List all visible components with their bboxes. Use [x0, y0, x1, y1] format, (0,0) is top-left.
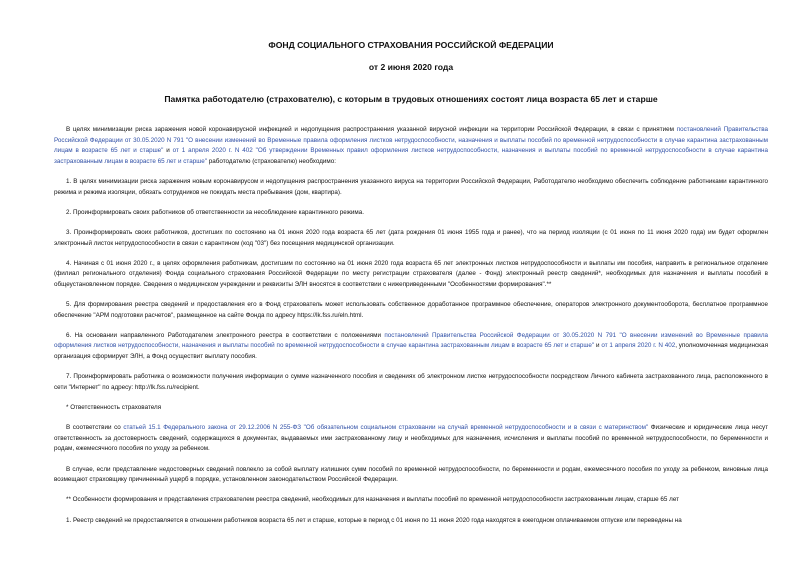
law-255-fz-link[interactable]: статьей 15.1 Федерального закона от 29.12.2006 N 255-ФЗ "Об обязательном социальном страховании на случай временной нетрудоспособности и в связи с материнством" — [123, 424, 649, 432]
item-6-text-3: , уполномоченная медицинская организация сформирует ЭЛН, а Фонд осуществит выплату пособия. — [54, 342, 768, 361]
item-7: 7. Проинформировать работника о возможности получения информации о сумме назначенного пособия и сведениях об электронном листке нетрудоспособности посредством Личного кабинета застрахованного лица, расположенного в сети "Интернет" по адресу: http://lk.fss.ru/recipient. — [54, 373, 768, 391]
responsibility-text-2: Физические и юридические лица несут ответственность за достоверность сведений, содержащихся в документах, выдаваемых ими застрахованному лицу и необходимых для назначения, исчисления и выплаты пособий по временной нетрудоспособности, по беременности и родам, ежемесячного пособия по уходу за ребенком. — [54, 424, 768, 453]
item-6-resolution-791-link[interactable]: постановлений Правительства Российской Федерации от 30.05.2020 N 791 "О внесении изменений во Временные правила оформления листков нетрудоспособности, назначения и выплаты пособий по временной нетрудоспособности в случае карантина застрахованным лицам в возрасте 65 лет и старше" — [54, 331, 768, 350]
intro-paragraph — [54, 125, 768, 167]
intro-text-2: и — [163, 147, 173, 155]
memo-title: Памятка работодателю (страхователю), с которым в трудовых отношениях состоят лица возраста 65 лет и старше — [164, 94, 658, 104]
item-1: 1. В целях минимизации риска заражения новым коронавирусом и недопущения распространения указанного вируса на территории Российской Федерации, Работодателю необходимо обеспечить соблюдение работниками карантинного режима и режима изоляции, обязать сотрудников не покидать места пребывания (дом, квартира). — [54, 177, 768, 196]
item-6 — [54, 331, 768, 363]
item-3: 3. Проинформировать своих работников, достигших по состоянию на 01 июня 2020 года возраста 65 лет (дата рождения 01 июня 1955 года и ранее), что на период изоляции (с 01 июня по 11 июня 2020 года) им будет оформлен электронный листок нетрудоспособности в связи с карантином (код "03") без посещения медицинской организации. — [54, 228, 768, 247]
item-5: 5. Для формирования реестра сведений и предоставления его в Фонд страхователь может использовать собственное доработанное программное обеспечение, операторов электронного документооборота, бесплатное программное обеспечение "АРМ подготовки расчетов", размещенное на сайте Фонда по адресу https://lk.fss.ru/eln.html. — [54, 301, 768, 319]
item-2: 2. Проинформировать своих работников об ответственности за несоблюдение карантинного режима. — [66, 208, 365, 216]
intro-text-1: В целях минимизации риска заражения новой коронавирусной инфекцией и недопущения распространения указанной вирусной инфекции на территории Российской Федерации, в связи с принятием — [66, 126, 677, 133]
item-4: 4. Начиная с 01 июня 2020 г., в целях оформления работникам, достигшим по состоянию на 01 июня 2020 года возраста 65 лет электронных листков нетрудоспособности и выплаты им пособия, направить в региональное отделение (филиал регионального отделения) Фонда социального страхования Российской Федерации по месту регистрации страхователя (далее - Фонд) электронный реестр сведений*, необходимых для назначения и выплаты пособий в общеустановленном порядке. Сведения о медицинском учреждении и реквизиты ЭЛН вносятся в соответствии с нижеприведенными "Особенностями формирования".** — [54, 259, 768, 288]
item-6-resolution-402-link[interactable]: от 1 апреля 2020 г. N 402 — [601, 342, 676, 350]
footnote-formation-heading: ** Особенности формирования и представления страхователем реестра сведений, необходимых для назначения и выплаты пособий по временной нетрудоспособности застрахованным лицам, старше 65 лет — [66, 496, 680, 504]
item-6-text-1: 6. На основании направленного Работодателем электронного реестра в соответствии с положениями — [66, 331, 385, 339]
document-page — [54, 40, 768, 530]
footnote-responsibility-heading: * Ответственность страхователя — [66, 404, 162, 412]
liability-paragraph: В случае, если представление недостоверных сведений повлекло за собой выплату излишних сумм пособий по временной нетрудоспособности, по беременности и родам, ежемесячного пособия по уходу за ребенком, виновные лица возмещают страховщику причиненный ущерб в порядке, установленном законодательством Российской Федерации. — [54, 465, 768, 484]
resolution-791-link[interactable]: постановлений Правительства Российской Федерации от 30.05.2020 N 791 "О внесении изменений во Временные правила оформления листков нетрудоспособности, назначения и выплаты пособий по временной нетрудоспособности в случае карантина застрахованным лицам в возрасте 65 лет и старше" — [54, 126, 768, 155]
responsibility-paragraph — [54, 423, 768, 455]
document-date: от 2 июня 2020 года — [368, 62, 454, 72]
organization-title: ФОНД СОЦИАЛЬНОГО СТРАХОВАНИЯ РОССИЙСКОЙ ФЕДЕРАЦИИ — [268, 40, 554, 50]
resolution-402-link[interactable]: от 1 апреля 2020 г. N 402 "Об утверждении Временных правил оформления листков нетрудоспособности, назначения и выплаты пособий по временной нетрудоспособности в случае карантина застрахованным лицам в возрасте 65 лет и старше" — [54, 147, 768, 165]
formation-item-1: 1. Реестр сведений не предоставляется в отношении работников возраста 65 лет и старше, которые в период с 01 июня по 11 июня 2020 года находятся в ежегодном оплачиваемом отпуске или переведены на — [66, 516, 682, 524]
item-6-text-2: и — [594, 342, 602, 350]
responsibility-text-1: В соответствии со — [66, 424, 124, 432]
document-body — [54, 125, 768, 526]
intro-text-3: работодателю (страхователю) необходимо: — [207, 157, 336, 165]
